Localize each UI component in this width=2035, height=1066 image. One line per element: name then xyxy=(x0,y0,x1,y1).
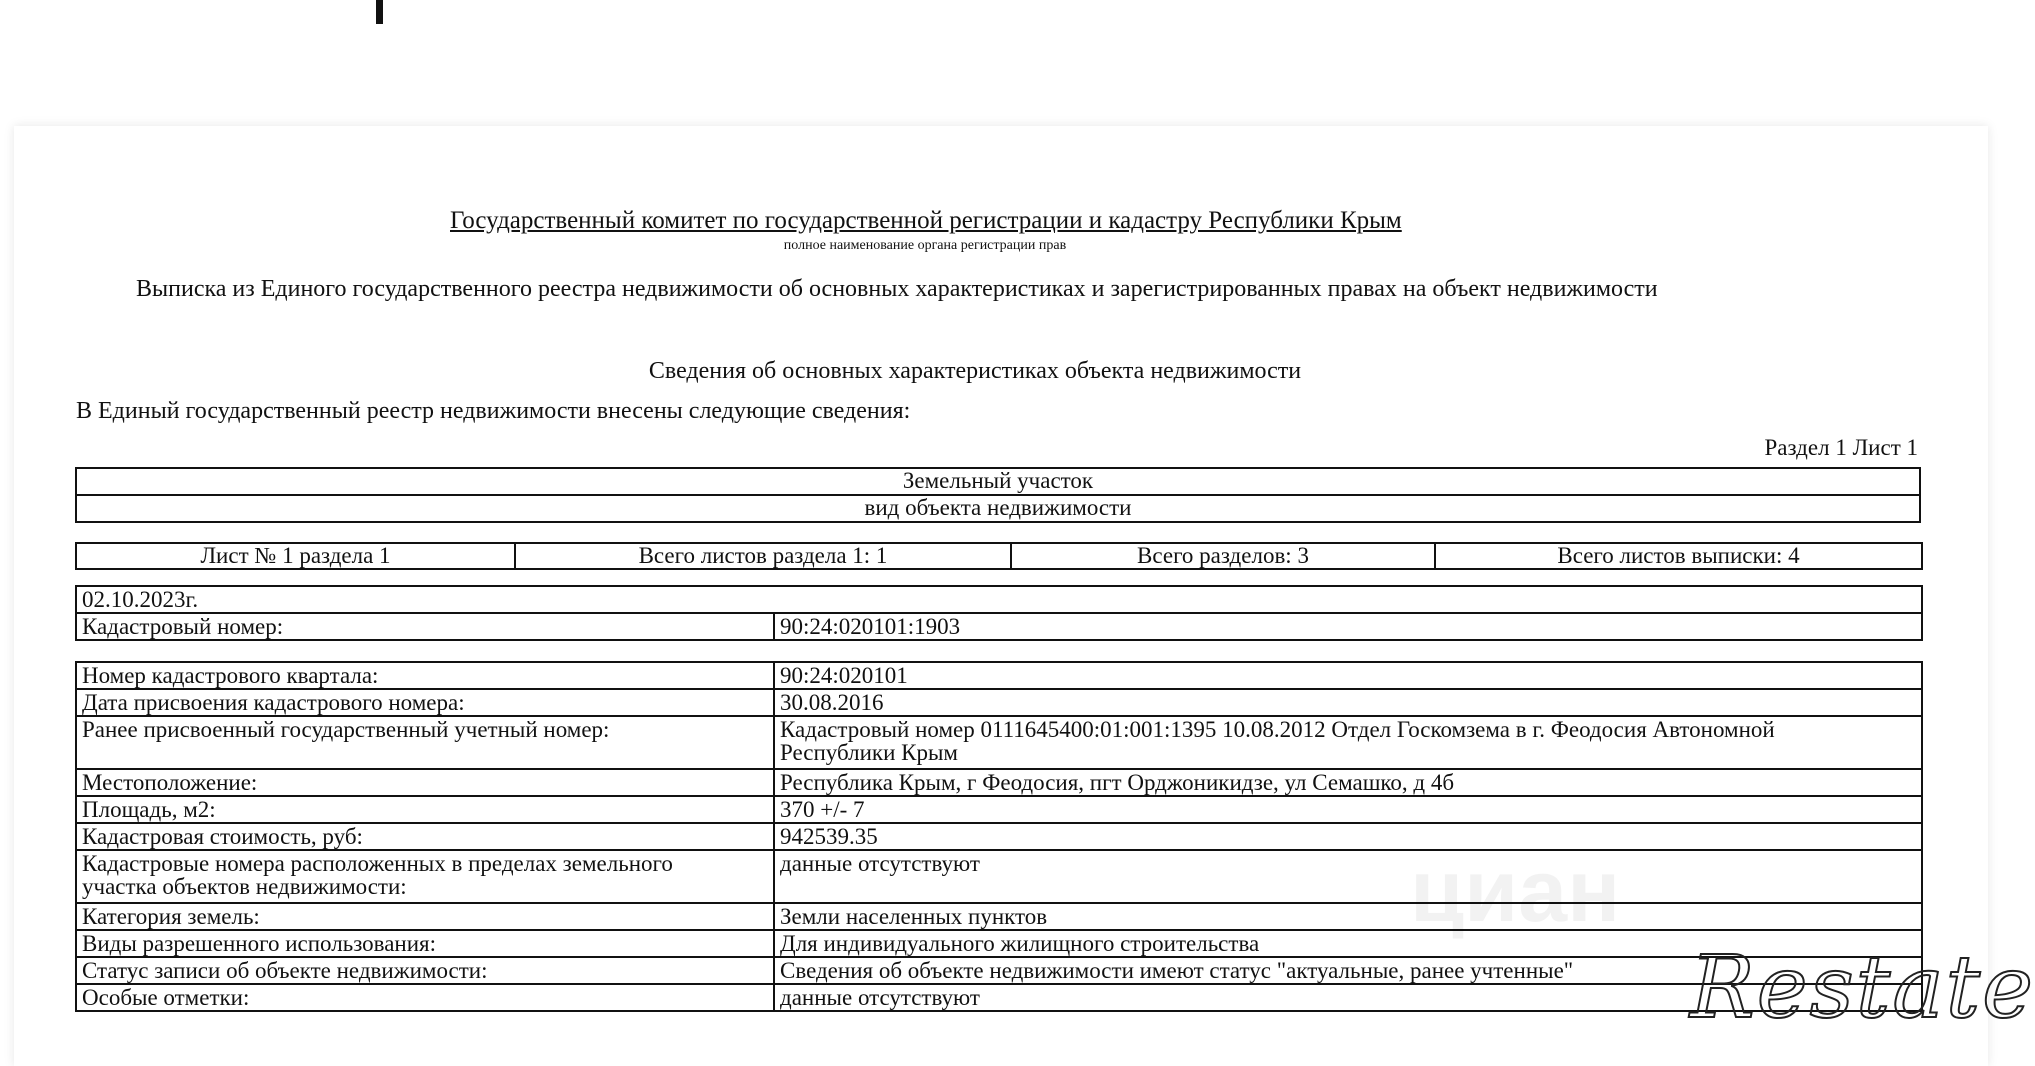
date-cadastral-table xyxy=(75,585,1923,641)
table-row xyxy=(76,903,1922,930)
row-value: Для индивидуального жилищного строительства xyxy=(774,930,1922,957)
sheet-number: Лист № 1 раздела 1 xyxy=(76,543,515,569)
cian-watermark: циан xyxy=(1410,841,1621,940)
row-label: Особые отметки: xyxy=(76,984,774,1011)
characteristics-table xyxy=(75,661,1923,1012)
total-section-sheets: Всего листов раздела 1: 1 xyxy=(515,543,1011,569)
row-label: Номер кадастрового квартала: xyxy=(76,662,774,689)
total-sections: Всего разделов: 3 xyxy=(1011,543,1435,569)
table-row xyxy=(76,850,1922,903)
row-value-line: Кадастровый номер 0111645400:01:001:1395 10.08.2012 Отдел Госкомзема в г. Феодосия Автономной xyxy=(780,717,1775,742)
cadastral-number-label: Кадастровый номер: xyxy=(76,613,774,640)
object-kind-table xyxy=(75,467,1921,523)
registration-authority: Государственный комитет по государственной регистрации и кадастру Республики Крым xyxy=(450,207,1402,234)
section-reference: Раздел 1 Лист 1 xyxy=(1764,435,1918,460)
row-value: 942539.35 xyxy=(774,823,1922,850)
row-label: Ранее присвоенный государственный учетный номер: xyxy=(76,716,774,769)
row-value: 90:24:020101 xyxy=(774,662,1922,689)
section-title: Сведения об основных характеристиках объекта недвижимости xyxy=(648,358,1302,384)
row-label-line: участка объектов недвижимости: xyxy=(82,874,407,899)
object-kind-value: Земельный участок xyxy=(76,468,1920,495)
row-value: 370 +/- 7 xyxy=(774,796,1922,823)
table-row xyxy=(76,662,1922,689)
row-value xyxy=(774,716,1922,769)
restate-watermark: Restate xyxy=(1690,938,2035,1038)
row-value: данные отсутствуют xyxy=(774,984,1922,1011)
cadastral-number-value: 90:24:020101:1903 xyxy=(774,613,1922,640)
row-label: Статус записи об объекте недвижимости: xyxy=(76,957,774,984)
table-row xyxy=(76,796,1922,823)
table-row xyxy=(76,689,1922,716)
extract-date: 02.10.2023г. xyxy=(76,586,1922,613)
table-row xyxy=(76,769,1922,796)
row-value: 30.08.2016 xyxy=(774,689,1922,716)
table-row xyxy=(76,716,1922,769)
intro-text: В Единый государственный реестр недвижимости внесены следующие сведения: xyxy=(76,398,911,424)
row-label: Местоположение: xyxy=(76,769,774,796)
top-strip xyxy=(0,0,2000,126)
row-label: Дата присвоения кадастрового номера: xyxy=(76,689,774,716)
row-label: Кадастровая стоимость, руб: xyxy=(76,823,774,850)
table-row xyxy=(76,930,1922,957)
row-label: Категория земель: xyxy=(76,903,774,930)
row-label: Виды разрешенного использования: xyxy=(76,930,774,957)
sheets-table xyxy=(75,542,1923,570)
row-value: Республика Крым, г Феодосия, пгт Орджоникидзе, ул Семашко, д 4б xyxy=(774,769,1922,796)
document-title: Выписка из Единого государственного реестра недвижимости об основных характеристиках и зарегистрированных правах на объект недвижимости xyxy=(136,276,1658,302)
total-extract-sheets: Всего листов выписки: 4 xyxy=(1435,543,1922,569)
table-row xyxy=(76,823,1922,850)
row-label: Площадь, м2: xyxy=(76,796,774,823)
cropped-mark xyxy=(376,0,383,24)
table-row xyxy=(76,984,1922,1011)
row-value-line: Республики Крым xyxy=(780,740,958,765)
row-label xyxy=(76,850,774,903)
row-label-line: Кадастровые номера расположенных в пределах земельного xyxy=(82,851,673,876)
registration-authority-caption: полное наименование органа регистрации прав xyxy=(783,238,1067,253)
object-kind-caption: вид объекта недвижимости xyxy=(76,495,1920,522)
row-value: Сведения об объекте недвижимости имеют статус "актуальные, ранее учтенные" xyxy=(774,957,1922,984)
table-row xyxy=(76,957,1922,984)
row-value: данные отсутствуют xyxy=(774,850,1922,903)
row-value: Земли населенных пунктов xyxy=(774,903,1922,930)
